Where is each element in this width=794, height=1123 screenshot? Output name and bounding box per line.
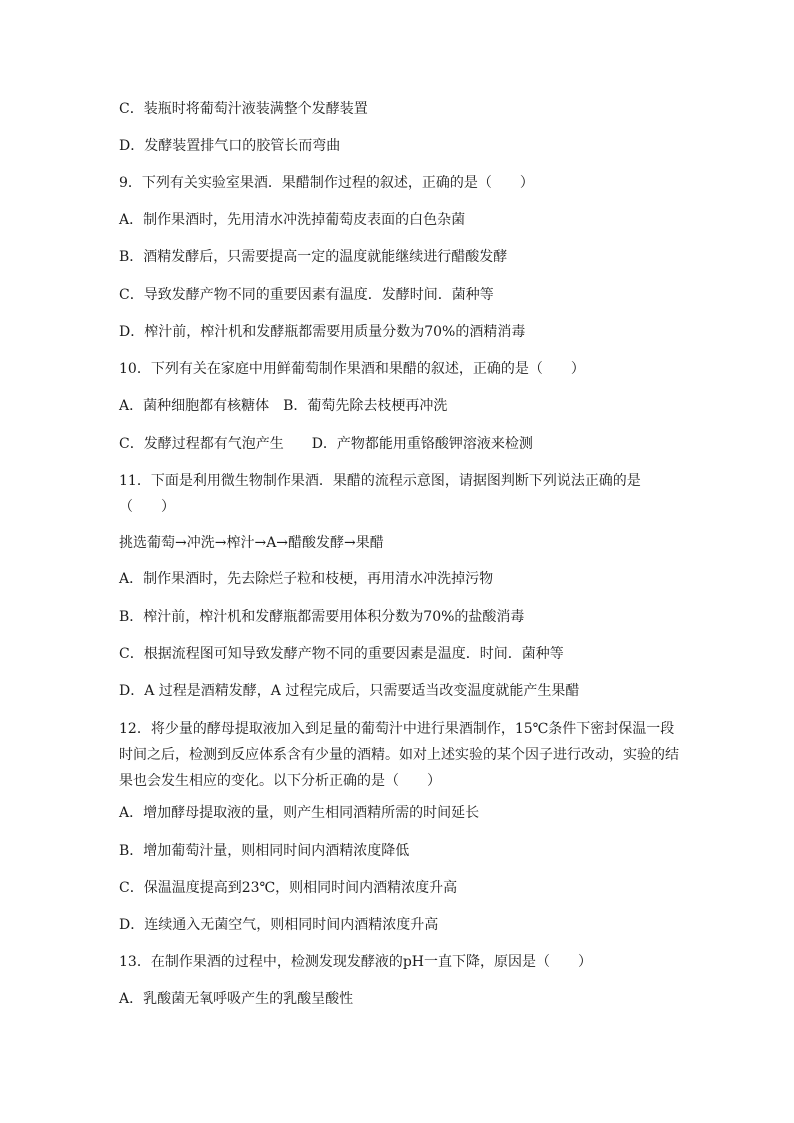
q11-option-d: D．A 过程是酒精发酵，A 过程完成后，只需要适当改变温度就能产生果醋 (119, 683, 580, 699)
q9-option-c: C．导致发酵产物不同的重要因素有温度．发酵时间．菌种等 (119, 287, 494, 303)
q8-option-d: D．发酵装置排气口的胶管长而弯曲 (119, 138, 341, 154)
q11-option-c: C．根据流程图可知导致发酵产物不同的重要因素是温度．时间．菌种等 (119, 646, 564, 662)
q13-option-a: A．乳酸菌无氧呼吸产生的乳酸呈酸性 (119, 991, 354, 1007)
q11-flowchart: 挑选葡萄→冲洗→榨汁→A→醋酸发酵→果醋 (119, 535, 384, 551)
q12-stem: 12．将少量的酵母提取液加入到足量的葡萄汁中进行果酒制作，15℃条件下密封保温一段时间之后，检测到反应体系含有少量的酒精。如对上述实验的某个因子进行改动，实验的结果也会发生相应的变化。以下分析正确的是（ ） (119, 721, 679, 789)
q11-stem: 11．下面是利用微生物制作果酒．果醋的流程示意图，请据图判断下列说法正确的是（ ） (119, 473, 641, 515)
q11-option-b: B．榨汁前，榨汁机和发酵瓶都需要用体积分数为70%的盐酸消毒 (119, 609, 525, 625)
q8-option-c: C．装瓶时将葡萄汁液装满整个发酵装置 (119, 101, 368, 117)
q12-option-c: C．保温温度提高到23℃，则相同时间内酒精浓度升高 (119, 880, 458, 896)
q10-stem: 10．下列有关在家庭中用鲜葡萄制作果酒和果醋的叙述，正确的是（ ） (119, 361, 585, 377)
q11-option-a: A．制作果酒时，先去除烂子粒和枝梗，再用清水冲洗掉污物 (119, 571, 494, 587)
q9-option-b: B．酒精发酵后，只需要提高一定的温度就能继续进行醋酸发酵 (119, 249, 508, 265)
q12-option-d: D．连续通入无菌空气，则相同时间内酒精浓度升高 (119, 917, 439, 933)
q10-options-ab: A．菌种细胞都有核糖体 B．葡萄先除去枝梗再冲洗 (119, 398, 448, 414)
q9-option-a: A．制作果酒时，先用清水冲洗掉葡萄皮表面的白色杂菌 (119, 212, 466, 228)
q9-option-d: D．榨汁前，榨汁机和发酵瓶都需要用质量分数为70%的酒精消毒 (119, 324, 526, 340)
q10-options-cd: C．发酵过程都有气泡产生 D．产物都能用重铬酸钾溶液来检测 (119, 436, 533, 452)
q12-option-b: B．增加葡萄汁量，则相同时间内酒精浓度降低 (119, 843, 410, 859)
q9-stem: 9．下列有关实验室果酒．果醋制作过程的叙述，正确的是（ ） (119, 175, 534, 191)
q13-stem: 13．在制作果酒的过程中，检测发现发酵液的pH一直下降，原因是（ ） (119, 954, 592, 970)
q12-option-a: A．增加酵母提取液的量，则产生相同酒精所需的时间延长 (119, 805, 480, 821)
